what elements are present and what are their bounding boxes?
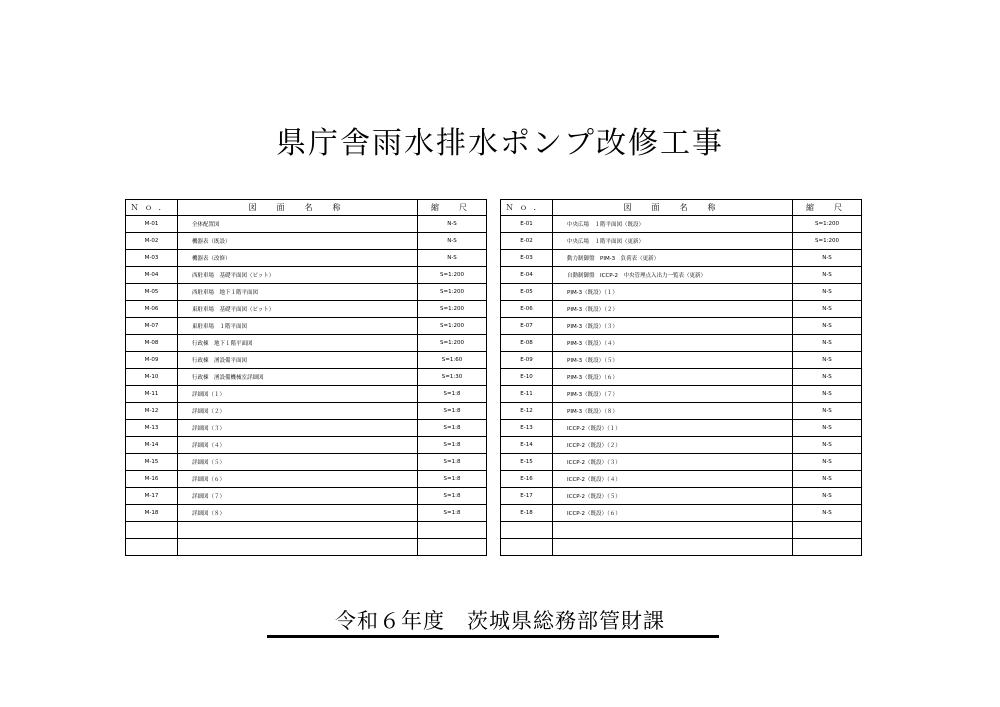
drawing-scale: S=1:200: [793, 216, 862, 233]
drawing-number: E-14: [501, 437, 553, 454]
drawing-scale: N-S: [418, 233, 487, 250]
drawing-number: M-14: [126, 437, 178, 454]
drawing-name: ICCP-2（既設）（４）: [553, 471, 793, 488]
header-no: Ｎｏ．: [126, 200, 178, 216]
drawing-number: M-06: [126, 301, 178, 318]
drawing-name: 機器表（既設）: [178, 233, 418, 250]
drawing-name: PIM-3（既設）（３）: [553, 318, 793, 335]
drawing-scale: N-S: [793, 403, 862, 420]
drawing-number: E-10: [501, 369, 553, 386]
drawing-number: E-16: [501, 471, 553, 488]
table-row: [501, 454, 862, 471]
drawing-name: 詳細図（８）: [178, 505, 418, 522]
drawing-number: E-07: [501, 318, 553, 335]
table-row: [501, 386, 862, 403]
drawing-scale: S=1:8: [418, 386, 487, 403]
drawing-scale: N-S: [793, 284, 862, 301]
header-drawing-name: 図 面 名 称: [178, 200, 418, 216]
drawing-scale: S=1:30: [418, 369, 487, 386]
drawing-name: 全体配置図: [178, 216, 418, 233]
drawing-number: E-08: [501, 335, 553, 352]
table-row: [501, 539, 862, 556]
drawing-number: M-10: [126, 369, 178, 386]
table-header-row: [501, 200, 862, 216]
drawing-scale: N-S: [793, 420, 862, 437]
drawing-name: [553, 522, 793, 539]
drawing-scale: N-S: [793, 488, 862, 505]
drawing-name: PIM-3（既設）（２）: [553, 301, 793, 318]
table-row: [501, 335, 862, 352]
drawing-scale: N-S: [793, 454, 862, 471]
drawing-name: PIM-3（既設）（８）: [553, 403, 793, 420]
drawing-name: PIM-3（既設）（５）: [553, 352, 793, 369]
table-row: [501, 284, 862, 301]
drawing-scale: S=1:200: [418, 267, 487, 284]
table-row: [501, 352, 862, 369]
drawing-number: M-16: [126, 471, 178, 488]
drawing-scale: N-S: [793, 386, 862, 403]
drawing-name: [553, 539, 793, 556]
table-row: [501, 318, 862, 335]
drawing-number: M-15: [126, 454, 178, 471]
drawing-number: E-06: [501, 301, 553, 318]
drawing-name: [178, 522, 418, 539]
table-row: [501, 267, 862, 284]
drawing-number: M-17: [126, 488, 178, 505]
drawing-number: M-05: [126, 284, 178, 301]
drawing-scale: S=1:8: [418, 471, 487, 488]
drawing-number: E-05: [501, 284, 553, 301]
table-row: [126, 471, 487, 488]
table-row: [126, 505, 487, 522]
drawing-name: ICCP-2（既設）（６）: [553, 505, 793, 522]
drawing-name: 中央広場 １階平面図（既設）: [553, 216, 793, 233]
drawing-number: E-01: [501, 216, 553, 233]
drawing-scale: [418, 539, 487, 556]
drawing-scale: N-S: [793, 369, 862, 386]
drawing-number: [501, 539, 553, 556]
drawing-scale: N-S: [418, 216, 487, 233]
drawing-scale: S=1:200: [418, 284, 487, 301]
drawing-scale: N-S: [793, 267, 862, 284]
drawing-scale: S=1:8: [418, 403, 487, 420]
table-row: [501, 301, 862, 318]
drawing-name: PIM-3（既設）（６）: [553, 369, 793, 386]
drawing-name: 詳細図（３）: [178, 420, 418, 437]
table-row: [126, 488, 487, 505]
drawing-name: ICCP-2（既設）（２）: [553, 437, 793, 454]
table-row: [501, 403, 862, 420]
drawing-name: PIM-3（既設）（４）: [553, 335, 793, 352]
drawing-name: [178, 539, 418, 556]
drawing-scale: S=1:60: [418, 352, 487, 369]
drawing-scale: N-S: [793, 505, 862, 522]
header-drawing-name: 図 面 名 称: [553, 200, 793, 216]
table-row: [501, 471, 862, 488]
drawing-scale: [793, 539, 862, 556]
drawing-list-mechanical: [125, 199, 487, 556]
drawing-name: ICCP-2（既設）（３）: [553, 454, 793, 471]
table-row: [501, 437, 862, 454]
table-row: [501, 216, 862, 233]
drawing-name: 自動制御盤 ICCP-2 中央管理点入出力一覧表（更新）: [553, 267, 793, 284]
drawing-name: 西駐車場 基礎平面図（ピット）: [178, 267, 418, 284]
table-row: [126, 403, 487, 420]
drawing-scale: [793, 522, 862, 539]
drawing-number: M-07: [126, 318, 178, 335]
table-row: [501, 488, 862, 505]
drawing-name: 東駐車場 １階平面図: [178, 318, 418, 335]
table-row: [126, 284, 487, 301]
table-row: [501, 369, 862, 386]
table-row: [501, 420, 862, 437]
table-row: [126, 522, 487, 539]
drawing-name: 詳細図（２）: [178, 403, 418, 420]
drawing-name: 東駐車場 基礎平面図（ピット）: [178, 301, 418, 318]
drawing-scale: S=1:8: [418, 505, 487, 522]
drawing-number: E-02: [501, 233, 553, 250]
table-row: [126, 216, 487, 233]
drawing-scale: N-S: [793, 250, 862, 267]
table-row: [126, 267, 487, 284]
drawing-scale: S=1:8: [418, 454, 487, 471]
table-row: [126, 301, 487, 318]
drawing-number: M-12: [126, 403, 178, 420]
drawing-scale: S=1:200: [418, 301, 487, 318]
drawing-scale: N-S: [793, 437, 862, 454]
drawing-name: 詳細図（６）: [178, 471, 418, 488]
drawing-list-electrical: [500, 199, 862, 556]
drawing-name: 中央広場 １階平面図（更新）: [553, 233, 793, 250]
drawing-name: PIM-3（既設）（７）: [553, 386, 793, 403]
drawing-scale: S=1:200: [793, 233, 862, 250]
drawing-name: 詳細図（７）: [178, 488, 418, 505]
drawing-name: 西駐車場 地下１階平面図: [178, 284, 418, 301]
table-row: [126, 539, 487, 556]
header-scale: 縮 尺: [418, 200, 487, 216]
drawing-name: 行政棟 湧設備機械室詳細図: [178, 369, 418, 386]
drawing-number: M-09: [126, 352, 178, 369]
drawing-number: M-08: [126, 335, 178, 352]
table-row: [501, 250, 862, 267]
table-row: [126, 437, 487, 454]
issuer-footer: 令和６年度 茨城県総務部管財課: [335, 609, 665, 633]
drawing-number: [501, 522, 553, 539]
table-row: [126, 318, 487, 335]
table-row: [126, 420, 487, 437]
table-row: [126, 233, 487, 250]
drawing-name: 行政棟 湧設備平面図: [178, 352, 418, 369]
drawing-name: 行政棟 地下１階平面図: [178, 335, 418, 352]
drawing-scale: S=1:8: [418, 488, 487, 505]
drawing-number: M-03: [126, 250, 178, 267]
drawing-scale: N-S: [793, 352, 862, 369]
footer-underline: [267, 635, 719, 638]
drawing-scale: S=1:200: [418, 335, 487, 352]
document-title: 県庁舎雨水排水ポンプ改修工事: [276, 126, 724, 161]
drawing-number: E-03: [501, 250, 553, 267]
table-row: [126, 369, 487, 386]
header-scale: 縮 尺: [793, 200, 862, 216]
table-header-row: [126, 200, 487, 216]
drawing-number: M-02: [126, 233, 178, 250]
drawing-name: 動力制御盤 PIM-3 負荷表（更新）: [553, 250, 793, 267]
drawing-number: E-18: [501, 505, 553, 522]
table-row: [126, 352, 487, 369]
drawing-scale: N-S: [793, 318, 862, 335]
drawing-name: PIM-3（既設）（１）: [553, 284, 793, 301]
table-row: [126, 335, 487, 352]
table-row: [126, 386, 487, 403]
drawing-name: 詳細図（４）: [178, 437, 418, 454]
drawing-number: [126, 522, 178, 539]
table-row: [126, 454, 487, 471]
table-row: [501, 505, 862, 522]
drawing-number: E-12: [501, 403, 553, 420]
drawing-number: E-09: [501, 352, 553, 369]
drawing-name: ICCP-2（既設）（５）: [553, 488, 793, 505]
drawing-name: ICCP-2（既設）（１）: [553, 420, 793, 437]
drawing-scale: N-S: [793, 301, 862, 318]
drawing-number: E-11: [501, 386, 553, 403]
drawing-scale: N-S: [418, 250, 487, 267]
table-row: [501, 233, 862, 250]
drawing-number: M-11: [126, 386, 178, 403]
drawing-number: E-04: [501, 267, 553, 284]
drawing-number: E-17: [501, 488, 553, 505]
drawing-number: M-04: [126, 267, 178, 284]
header-no: Ｎｏ．: [501, 200, 553, 216]
drawing-number: M-18: [126, 505, 178, 522]
drawing-scale: S=1:8: [418, 420, 487, 437]
drawing-number: M-01: [126, 216, 178, 233]
drawing-number: [126, 539, 178, 556]
table-row: [501, 522, 862, 539]
table-row: [126, 250, 487, 267]
drawing-scale: [418, 522, 487, 539]
drawing-scale: N-S: [793, 471, 862, 488]
drawing-number: E-15: [501, 454, 553, 471]
drawing-name: 機器表（改修）: [178, 250, 418, 267]
drawing-scale: S=1:200: [418, 318, 487, 335]
drawing-name: 詳細図（５）: [178, 454, 418, 471]
drawing-number: M-13: [126, 420, 178, 437]
drawing-name: 詳細図（１）: [178, 386, 418, 403]
drawing-number: E-13: [501, 420, 553, 437]
drawing-scale: N-S: [793, 335, 862, 352]
drawing-scale: S=1:8: [418, 437, 487, 454]
